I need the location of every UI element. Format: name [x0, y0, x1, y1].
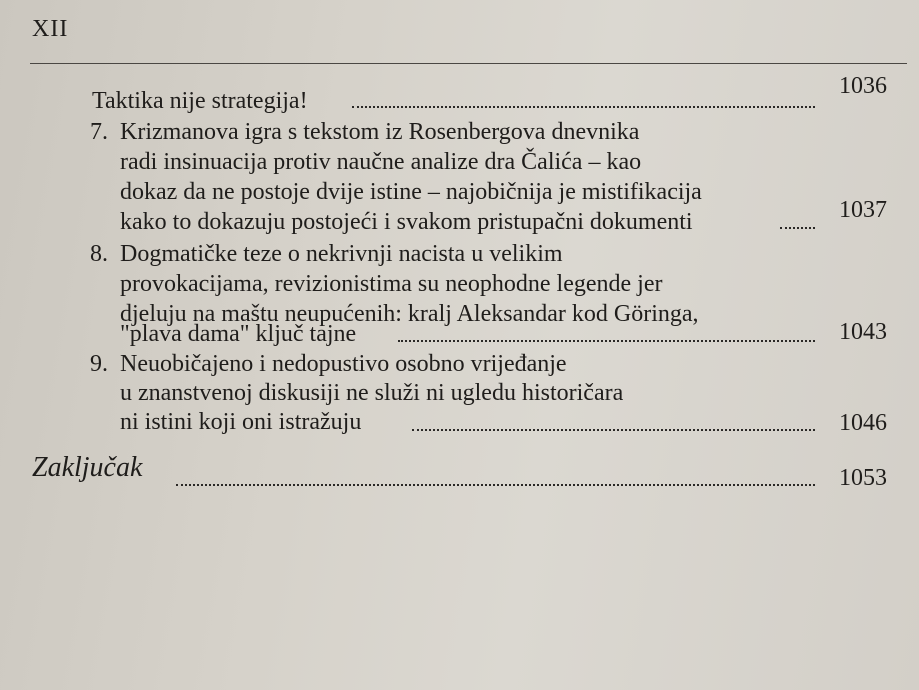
toc-page-number: 1036: [839, 73, 887, 99]
toc-entry-title: Taktika nije strategija!: [92, 88, 308, 114]
toc-page-number: 1037: [839, 197, 887, 223]
toc-page-number: 1046: [839, 410, 887, 436]
dot-leader: [398, 340, 815, 342]
toc-entry-line: dokaz da ne postoje dvije istine – najobičnija je mistifikacija: [120, 179, 702, 205]
dot-leader: [176, 484, 815, 486]
page-number: XII: [32, 16, 69, 42]
toc-entry-line: kako to dokazuju postojeći i svakom pristupačni dokumenti: [120, 209, 693, 235]
toc-entry-number: 7.: [90, 119, 108, 145]
toc-entry-line: radi insinuacija protiv naučne analize dra Čalića – kao: [120, 149, 642, 175]
toc-entry-line: u znanstvenoj diskusiji ne služi ni ugledu historičara: [120, 380, 624, 406]
toc-entry-number: 9.: [90, 351, 108, 377]
toc-entry-line: provokacijama, revizionistima su neophodne legende jer: [120, 271, 663, 297]
conclusion-title: Zaključak: [32, 452, 143, 483]
toc-entry-line: ni istini koji oni istražuju: [120, 409, 362, 435]
toc-page-number: 1043: [839, 319, 887, 345]
toc-page-number: 1053: [839, 465, 887, 491]
dot-leader: [352, 106, 815, 108]
toc-entry-line: Krizmanova igra s tekstom iz Rosenbergova dnevnika: [120, 119, 640, 145]
toc-entry-number: 8.: [90, 241, 108, 267]
toc-entry-line: djeluju na maštu neupućenih: kralj Aleksandar kod Göringa,: [120, 301, 699, 327]
dot-leader: [412, 429, 815, 431]
dot-leader: [780, 227, 815, 229]
toc-entry-line: Dogmatičke teze o nekrivnji nacista u velikim: [120, 241, 563, 267]
toc-entry-line: Neuobičajeno i nedopustivo osobno vrijeđanje: [120, 351, 567, 377]
toc-entry-line: "plava dama" ključ tajne: [120, 321, 357, 347]
